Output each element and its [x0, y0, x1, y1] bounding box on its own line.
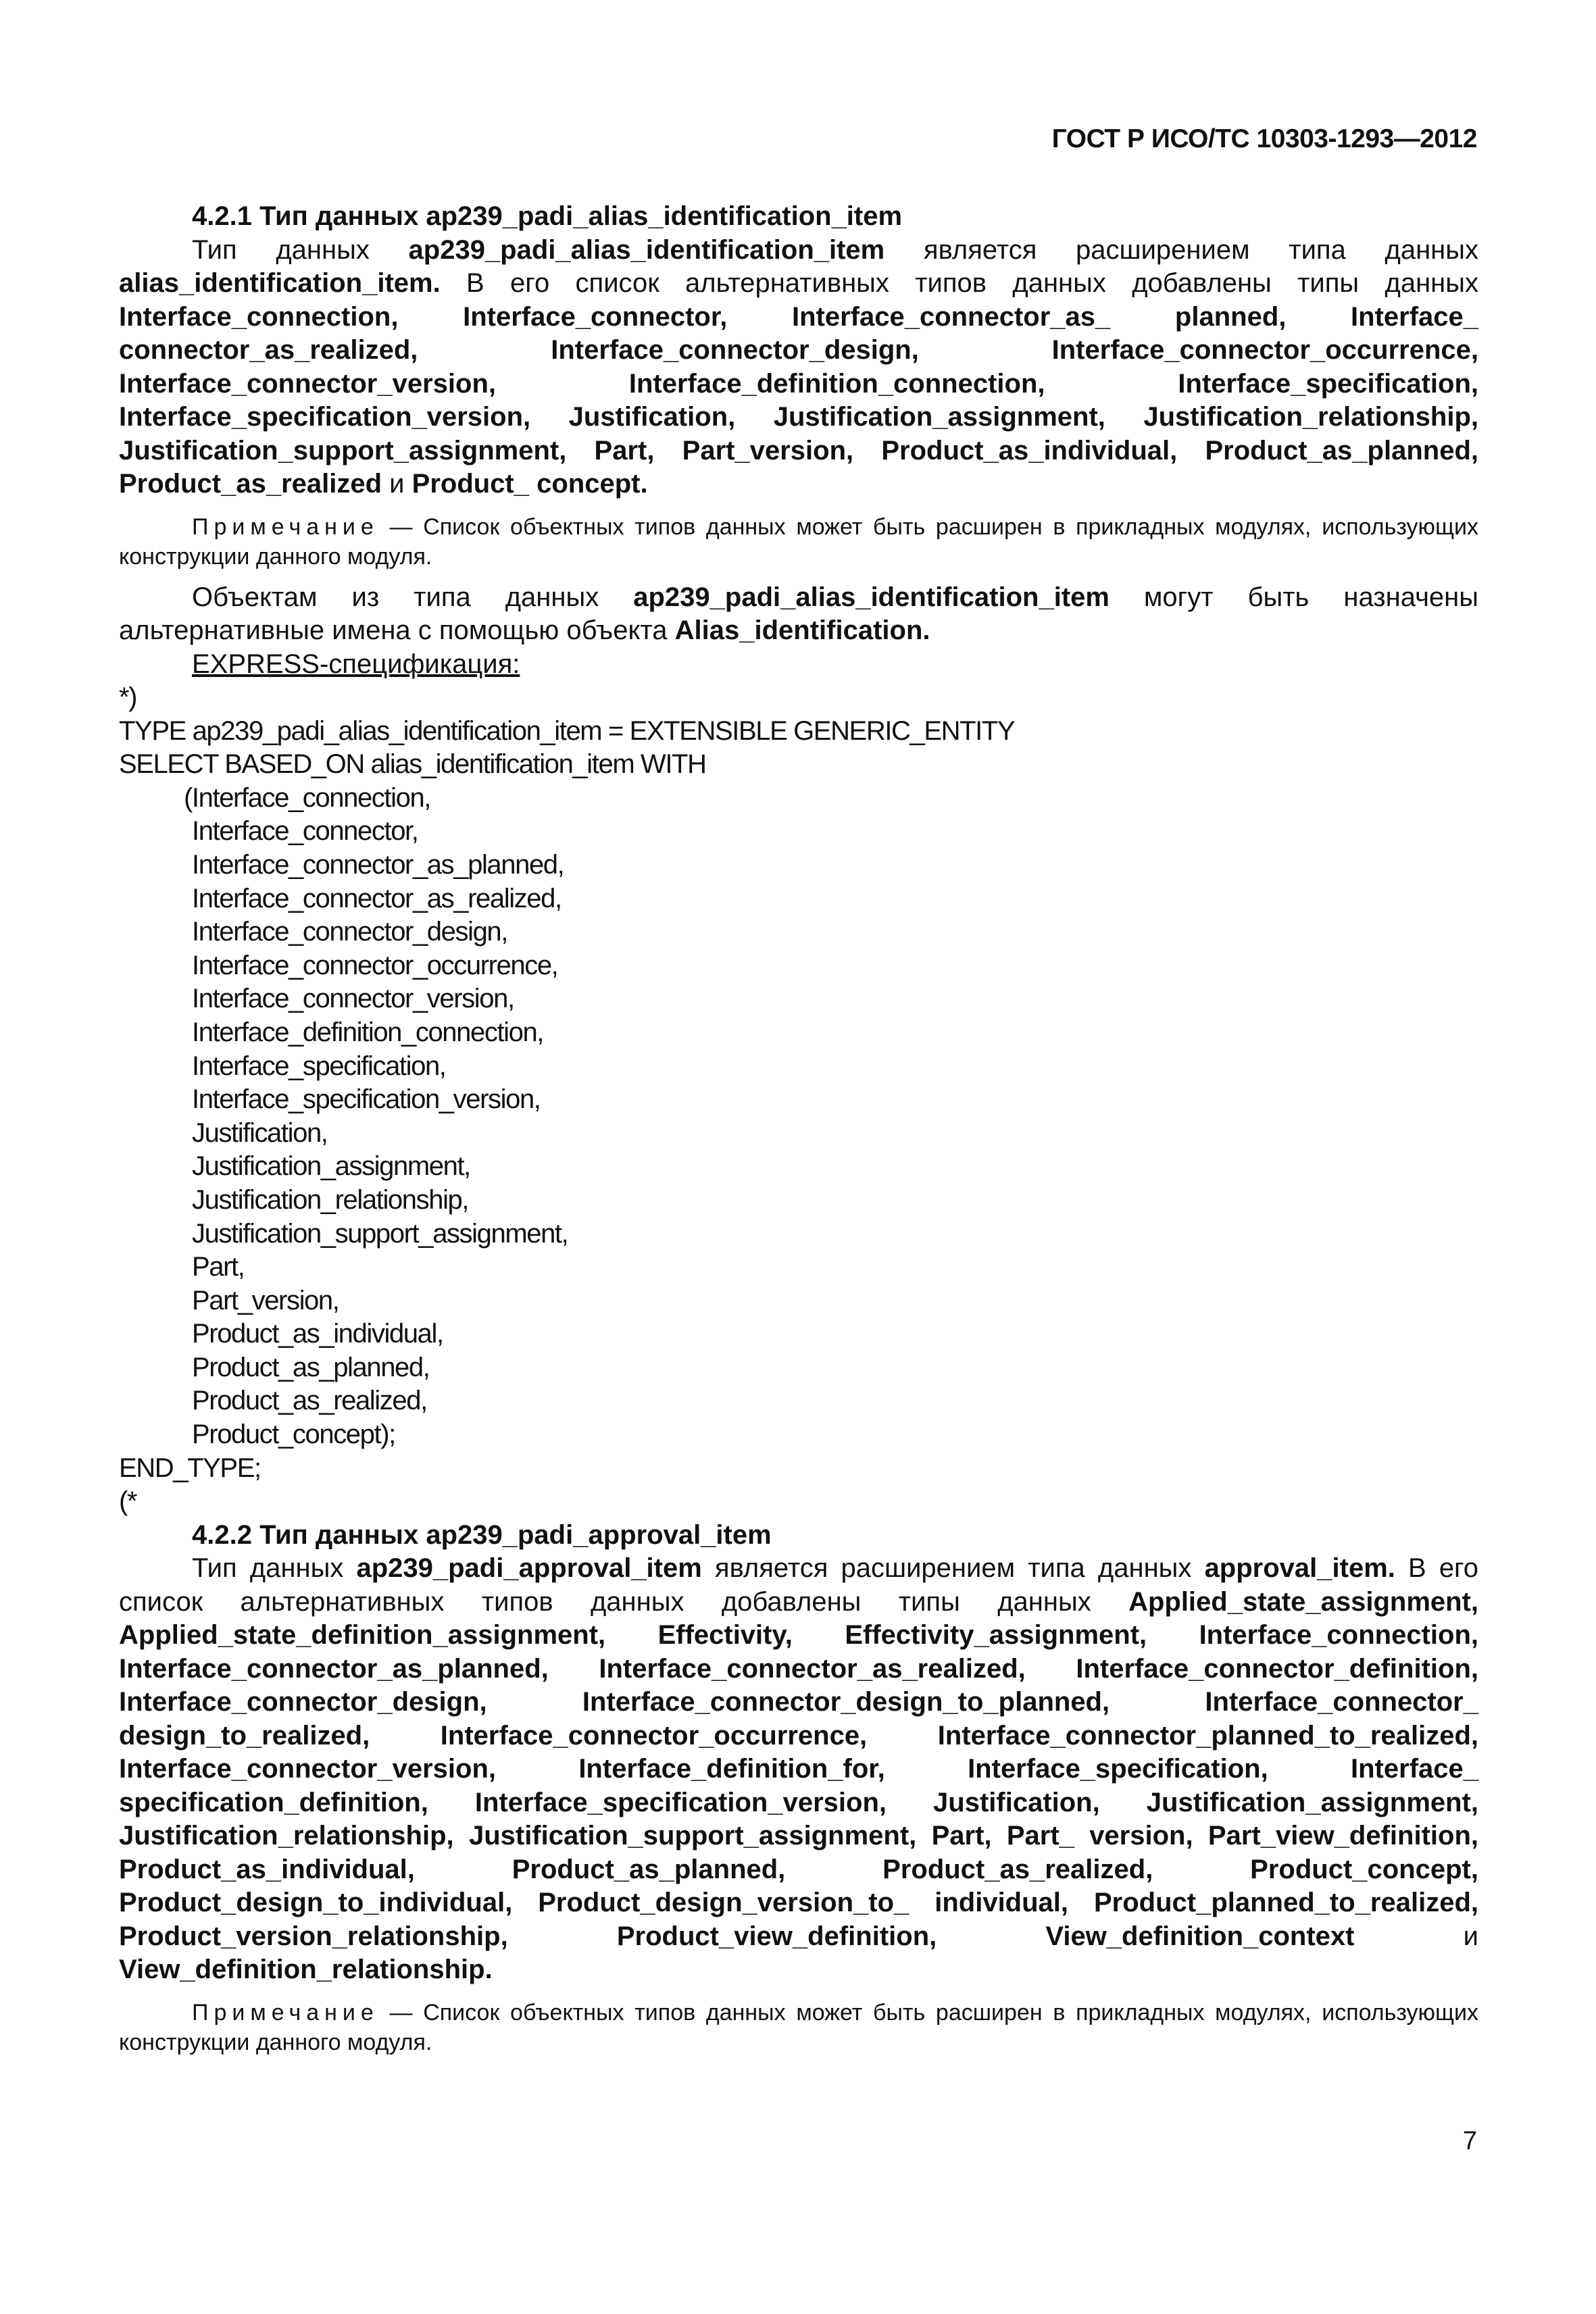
document-id-header: ГОСТ Р ИСО/ТС 10303-1293—2012 [1051, 124, 1477, 153]
text-run: и [1354, 1921, 1478, 1951]
bold-term: Product_ concept. [412, 469, 648, 499]
code-select-line: SELECT BASED_ON alias_identification_item WITH [119, 749, 706, 780]
text-run: В его список альтернативных типов данных добавлены типы данных [119, 1553, 1479, 1617]
note-text: — Список объектных типов данных может быть расширен в прикладных модулях, использующих конструкции данного модуля. [119, 513, 1478, 570]
code-select-item: Interface_connector_design, [192, 917, 507, 947]
code-select-item: Interface_specification_version, [192, 1084, 541, 1115]
text-run: В его список альтернативных типов данных добавлены типы данных [440, 268, 1478, 298]
bold-term: ap239_padi_alias_identification_item [633, 582, 1109, 612]
code-select-item: Interface_connector_as_planned, [192, 849, 564, 880]
text-run: Тип данных [192, 234, 409, 265]
code-type-line: TYPE ap239_padi_alias_identification_item = EXTENSIBLE GENERIC_ENTITY [119, 715, 1015, 746]
text-run: Объектам из типа данных [192, 582, 634, 612]
bold-term: approval_item. [1204, 1553, 1395, 1584]
section-heading-4-2-1: 4.2.1 Тип данных ap239_padi_alias_identification_item [192, 201, 903, 231]
text-run: является расширением типа данных [701, 1553, 1205, 1584]
code-select-item: Interface_definition_connection, [192, 1017, 544, 1047]
code-select-item: Interface_connector_as_realized, [192, 883, 562, 913]
code-select-item: Interface_connector, [192, 816, 418, 847]
page-content [119, 200, 1478, 2057]
section-4-2-1-paragraph-2 [119, 581, 1478, 648]
code-select-item: Product_as_individual, [192, 1319, 443, 1349]
express-spec-label: EXPRESS-спецификация: [192, 649, 520, 679]
note-4-2-1 [119, 512, 1478, 572]
text-run: и [382, 469, 412, 499]
code-select-item: Product_as_planned, [192, 1352, 430, 1382]
code-end-type: END_TYPE; [119, 1453, 261, 1483]
code-select-item: Justification_assignment, [192, 1151, 470, 1182]
bold-term: Applied_state_assignment, Applied_state_definition_assignment, Effectivity, Effectivity_assignment, Interface_connection, Interface_connector_as_planned, Interface_connector_as_realized, Interface_connector_definition, Interface_connector_design, Interface_connector_design_to_planned, Interface_connector_ design_to_realized, Interface_connector_occurrence, Interface_connector_planned_to_realized, Interface_connector_version, Interface_definition_for, Interface_specification, Interface_ specification_definition, Interface_specification_version, Justification, Justification_assignment, Justification_relationship, Justification_support_assignment, Part, Part_ version, Part_view_definition, Product_as_individual, Product_as_planned, Product_as_realized, Product_concept, Product_design_to_individual, Product_design_version_to_ individual, Product_planned_to_realized, Product_version_relationship, Product_view_definition, View_definition_context [119, 1586, 1478, 1951]
code-comment-close: (* [119, 1486, 137, 1517]
code-select-item: Justification, [192, 1117, 328, 1148]
bold-term: Alias_identification. [674, 615, 930, 645]
section-heading-4-2-2: 4.2.2 Тип данных ap239_padi_approval_item [192, 1519, 772, 1550]
bold-term: View_definition_relationship. [119, 1955, 493, 1985]
page-number: 7 [1462, 2127, 1477, 2155]
bold-term: alias_identification_item. [119, 268, 441, 298]
code-select-item: Product_concept); [192, 1419, 395, 1450]
bold-term: ap239_padi_approval_item [356, 1553, 702, 1584]
code-comment-open: *) [119, 682, 137, 712]
code-select-item: Part_version, [192, 1285, 339, 1315]
code-select-item: Justification_support_assignment, [192, 1218, 568, 1249]
text-run: является расширением типа данных [884, 234, 1479, 265]
code-select-item: (Interface_connection, [184, 782, 431, 813]
section-4-2-2-paragraph [119, 1552, 1478, 1987]
code-select-item: Product_as_realized, [192, 1386, 427, 1416]
code-select-item: Interface_specification, [192, 1051, 446, 1081]
text-run: Тип данных [192, 1553, 357, 1584]
code-select-items [119, 782, 1478, 1452]
note-label: Примечание [192, 513, 379, 540]
note-label: Примечание [192, 1999, 379, 2026]
note-text: — Список объектных типов данных может быть расширен в прикладных модулях, использующих конструкции данного модуля. [119, 1999, 1478, 2055]
text-run: могут быть назначены альтернативные имена с помощью объекта [119, 582, 1478, 645]
express-code-block [119, 681, 1478, 1519]
code-select-item: Interface_connector_occurrence, [192, 950, 558, 980]
section-4-2-1-paragraph [119, 234, 1478, 501]
code-select-item: Justification_relationship, [192, 1184, 469, 1215]
code-select-item: Interface_connector_version, [192, 984, 514, 1014]
bold-term: ap239_padi_alias_identification_item [408, 234, 885, 265]
note-4-2-2 [119, 1998, 1478, 2057]
bold-term: Interface_connection, Interface_connector, Interface_connector_as_ planned, Interface_ connector_as_realized, Interface_connector_design, Interface_connector_occurrence, Interface_connector_version, Interface_definition_connection, Interface_specification, Interface_specification_version, Justification, Justification_assignment, Justification_relationship, Justification_support_assignment, Part, Part_version, Product_as_individual, Product_as_planned, Product_as_realized [119, 301, 1478, 499]
code-select-item: Part, [192, 1252, 245, 1282]
